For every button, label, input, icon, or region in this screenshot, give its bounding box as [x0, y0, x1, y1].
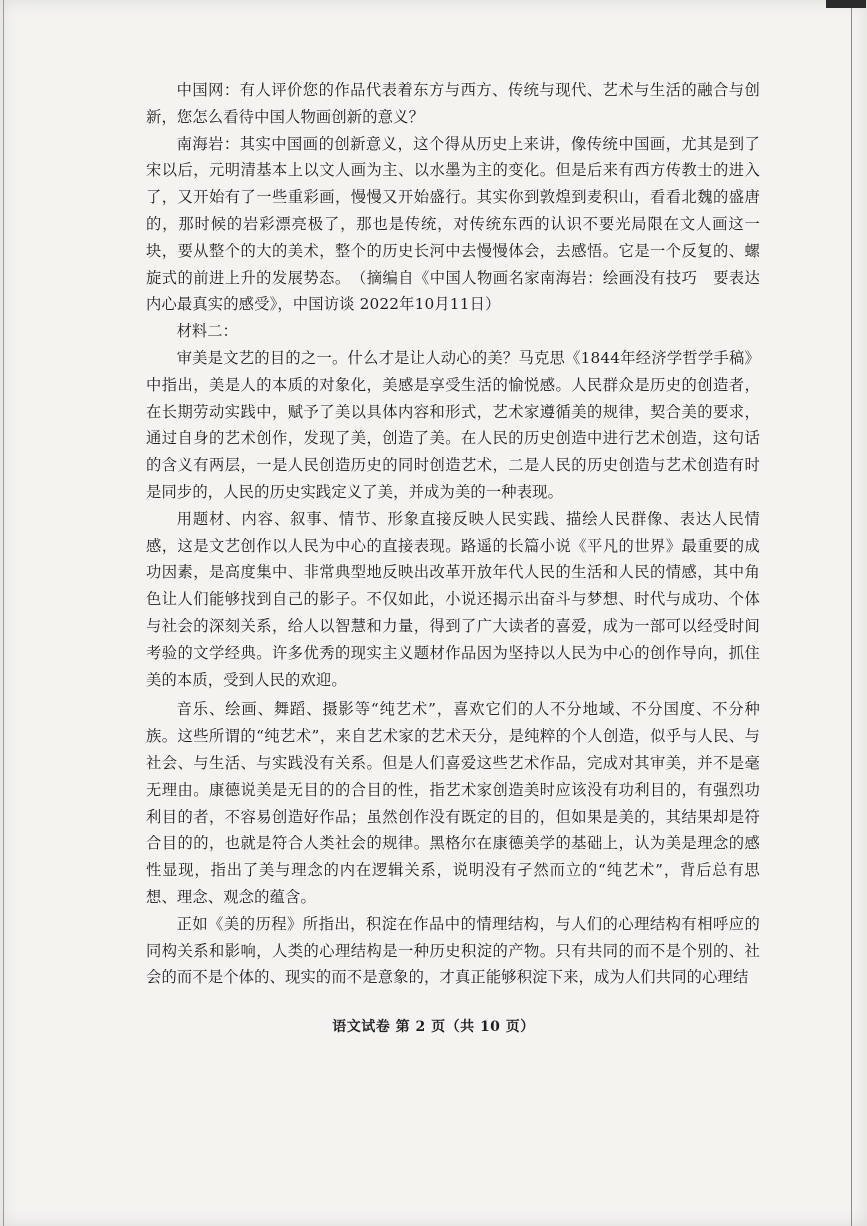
scan-right-edge	[851, 0, 852, 1226]
exam-page-body	[146, 77, 760, 991]
material-paragraph-2: 用题材、内容、叙事、情节、形象直接反映人民实践、描绘人民群像、表达人民情感，这是文艺创作以人民为中心的直接表现。路遥的长篇小说《平凡的世界》最重要的成功因素，是高度集中、非常典型地反映出改革开放年代人民的生活和人民的情感，其中角色让人们能够找到自己的影子。不仅如此，小说还揭示出奋斗与梦想、时代与成功、个体与社会的深刻关系，给人以智慧和力量，得到了广大读者的喜爱，成为一部可以经受时间考验的文学经典。许多优秀的现实主义题材作品因为坚持以人民为中心的创作导向，抓住美的本质，受到人民的欢迎。	[146, 509, 760, 689]
interview-answer: 南海岩：其实中国画的创新意义，这个得从历史上来讲，像传统中国画，尤其是到了宋以后，元明清基本上以文人画为主、以水墨为主的变化。但是后来有西方传教士的进入了，又开始有了一些重彩画，慢慢又开始盛行。其实你到敦煌到麦积山，看看北魏的盛唐的，那时候的岩彩漂亮极了，那也是传统，对传统东西的认识不要光局限在文人画这一块，要从整个的大的美术，整个的历史长河中去慢慢体会，去感悟。它是一个反复的、螺旋式的前进上升的发展势态。 （摘编自《中国人物画名家南海岩：绘画没有技巧 要表达内心最真实的感受》，中国访谈 2022年10月11日）	[146, 134, 760, 314]
material-paragraph-4: 正如《美的历程》所指出，积淀在作品中的情理结构，与人们的心理结构有相呼应的同构关系和影响，人类的心理结构是一种历史积淀的产物。只有共同的而不是个别的、社会的而不是个体的、现实的而不是意象的，才真正能够积淀下来，成为人们共同的心理结	[146, 914, 760, 987]
section-title: 材料二：	[176, 322, 238, 341]
scan-left-edge	[3, 0, 4, 1226]
scan-corner-mark	[826, 0, 866, 8]
page-footer: 语文试卷 第 2 页（共 10 页）	[332, 1019, 535, 1035]
interview-question: 中国网：有人评价您的作品代表着东方与西方、传统与现代、艺术与生活的融合与创新，您怎么看待中国人物画创新的意义？	[146, 81, 760, 126]
material-paragraph-3: 音乐、绘画、舞蹈、摄影等“纯艺术”，喜欢它们的人不分地域、不分国度、不分种族。这些所谓的“纯艺术”，来自艺术家的艺术天分，是纯粹的个人创造，似乎与人民、与社会、与生活、与实践没有关系。但是人们喜爱这些艺术作品，完成对其审美，并不是毫无理由。康德说美是无目的的合目的性，指艺术家创造美时应该没有功利目的，有强烈功利目的者，不容易创造好作品；虽然创作没有既定的目的，但如果是美的，其结果却是符合目的的，也就是符合人类社会的规律。黑格尔在康德美学的基础上，认为美是理念的感性显现，指出了美与理念的内在逻辑关系，说明没有孑然而立的“纯艺术”，背后总有思想、理念、观念的蕴含。	[146, 700, 760, 906]
material-paragraph-1: 审美是文艺的目的之一。什么才是让人动心的美？马克思《1844年经济学哲学手稿》中指出，美是人的本质的对象化，美感是享受生活的愉悦感。人民群众是历史的创造者，在长期劳动实践中，赋予了美以具体内容和形式，艺术家遵循美的规律，契合美的要求，通过自身的艺术创作，发现了美，创造了美。在人民的历史创造中进行艺术创造，这句话的含义有两层，一是人民创造历史的同时创造艺术，二是人民的历史创造与艺术创造有时是同步的，人民的历史实践定义了美，并成为美的一种表现。	[146, 348, 760, 501]
